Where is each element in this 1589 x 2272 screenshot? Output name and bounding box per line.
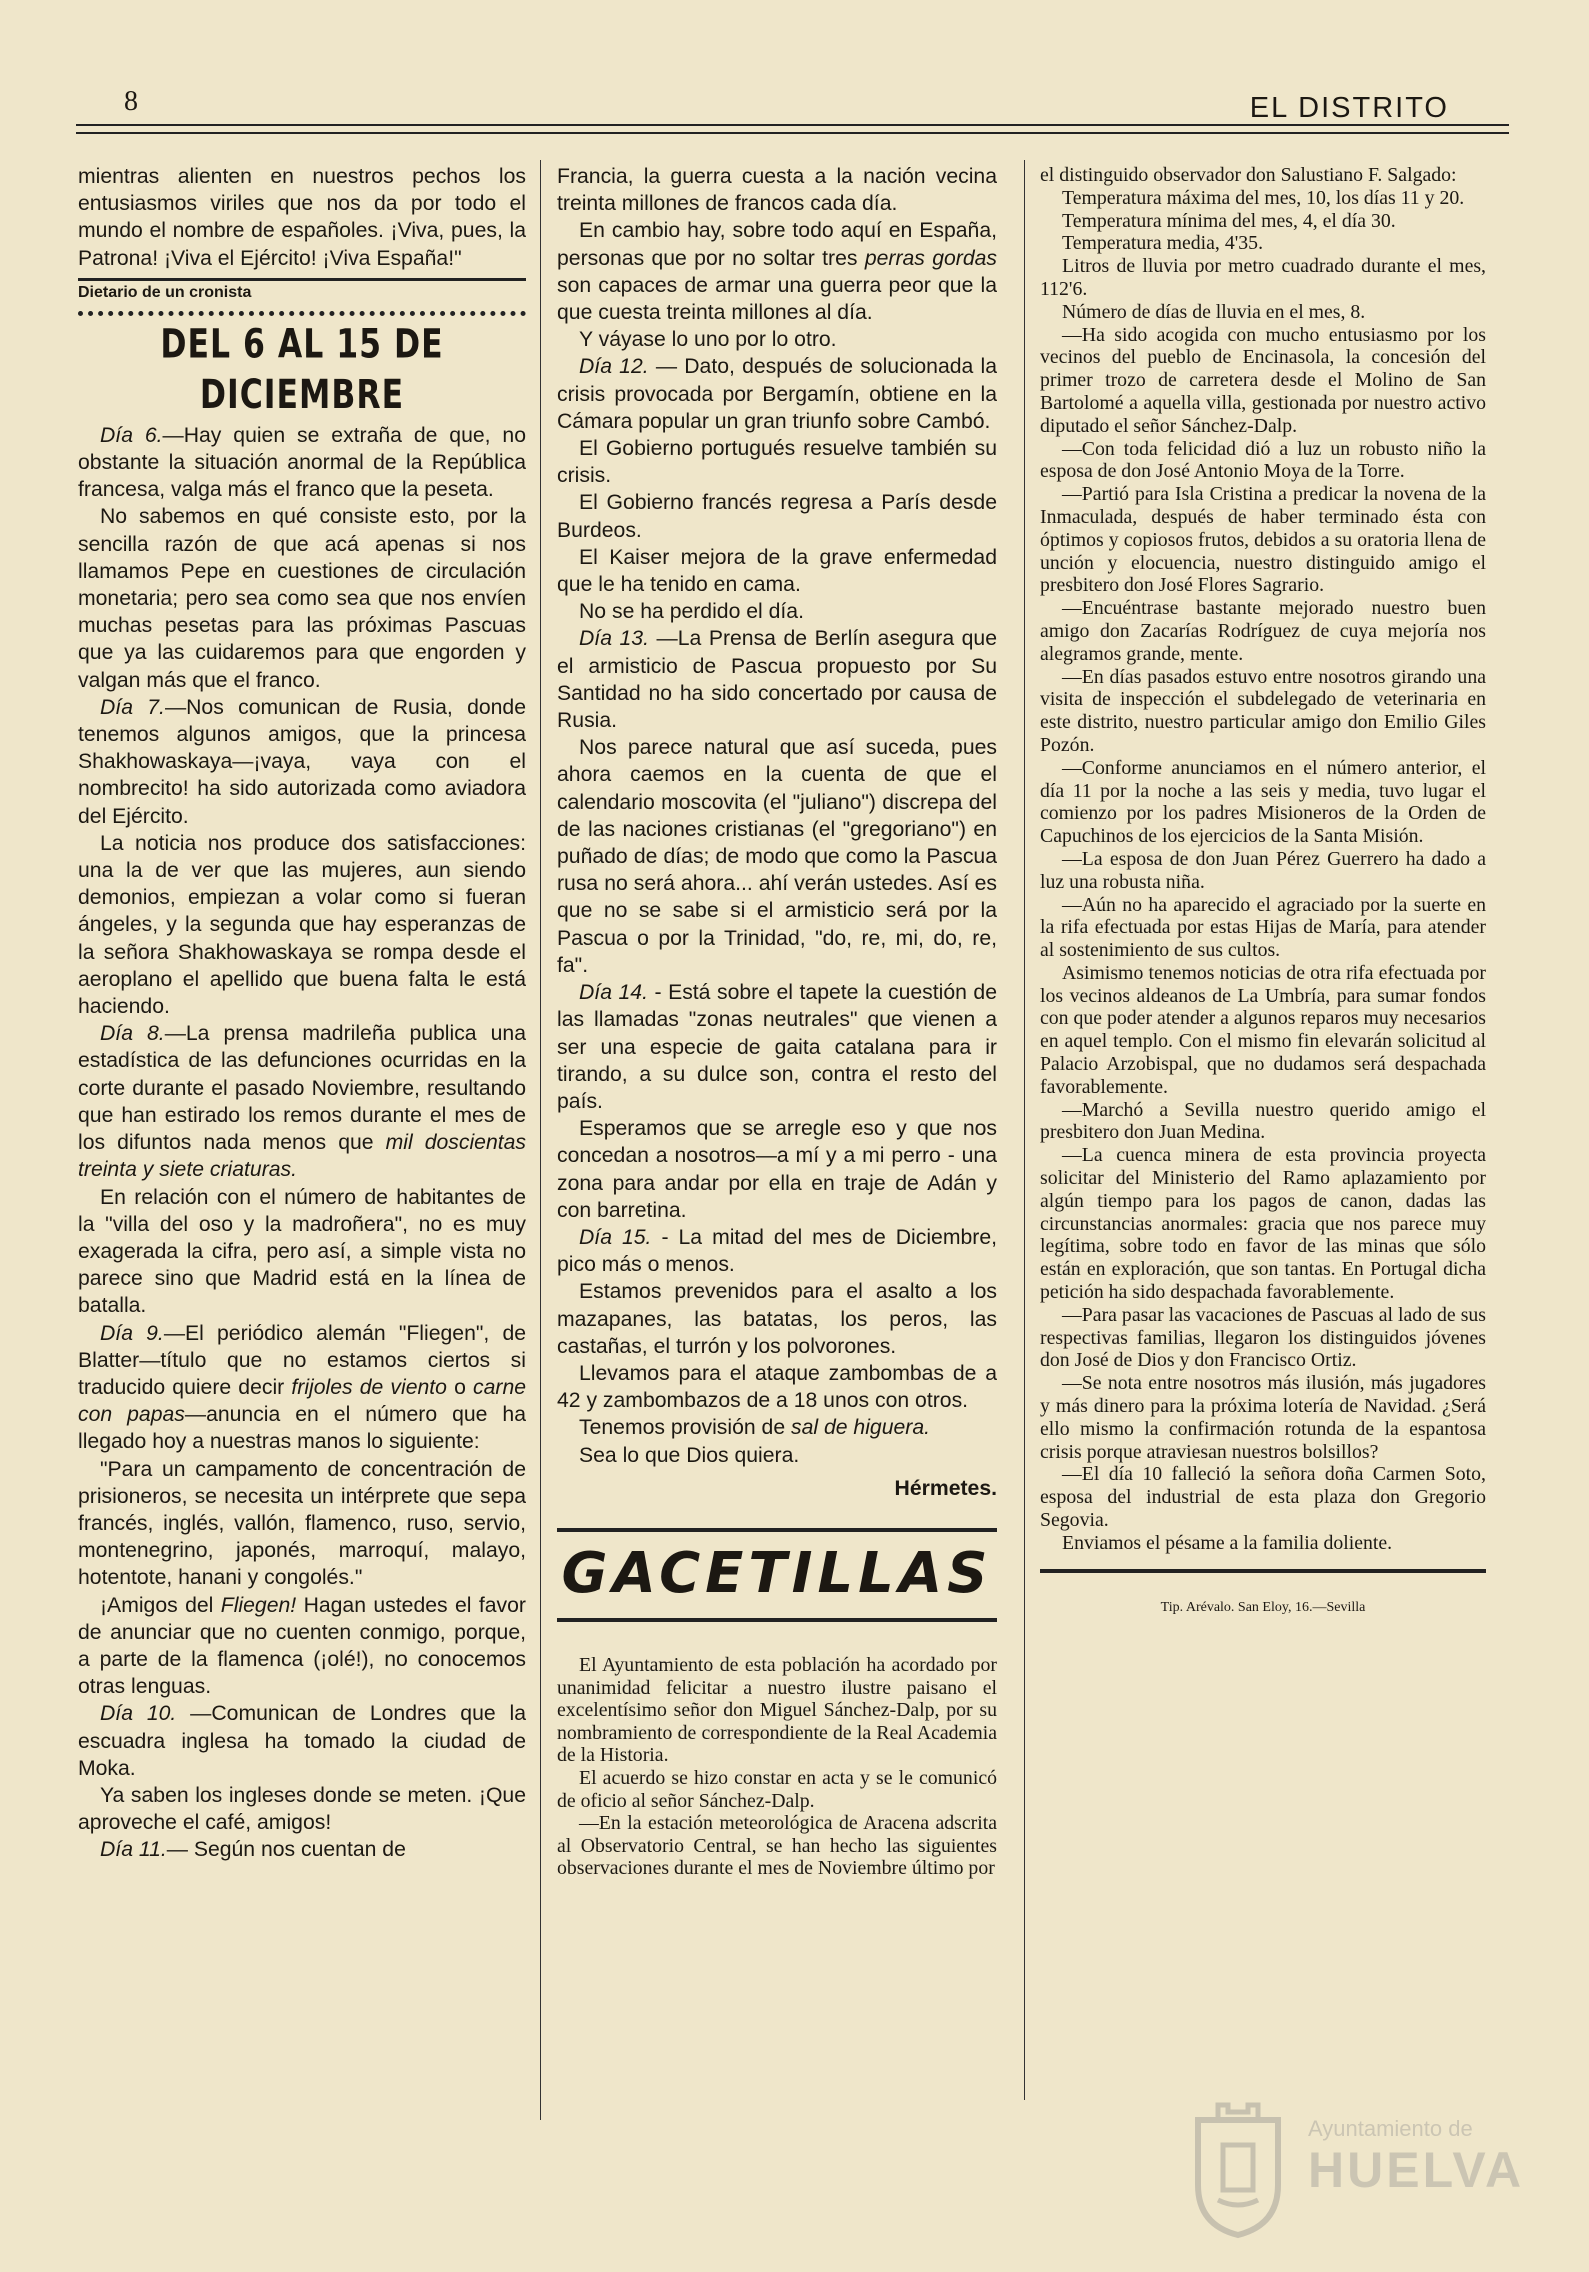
header-rule <box>76 124 1509 134</box>
day-9-entry: Día 9.—El periódico alemán "Fliegen", de Blatter—título que no estamos ciertos si traducido quiere decir frijoles de viento o carne con papas—anuncia en el número que ha llegado hoy a nuestras manos lo siguiente: <box>78 1321 526 1454</box>
day-7-label: Día 7. <box>100 695 165 719</box>
day-8-entry: Día 8.—La prensa madrileña publica una estadística de las defunciones ocurridas en la corte durante el pasado Noviembre, resultando que han estirado los remos durante el mes de los difuntos nada menos que mil doscientas treinta y siete criaturas. <box>78 1022 526 1182</box>
day-11-label: Día 11. <box>100 1838 167 1862</box>
day-15-label: Día 15. <box>579 1225 652 1249</box>
day-12-label: Día 12. <box>579 355 649 379</box>
printer-imprint: Tip. Arévalo. San Eloy, 16.—Sevilla <box>1160 1599 1366 1615</box>
day-6-label: Día 6. <box>100 423 163 447</box>
gacetillas-text <box>557 1654 997 1880</box>
paragraph: —La esposa de don Juan Pérez Guerrero ha dado a luz una robusta niña. <box>1040 847 1486 893</box>
day-14-entry: Día 14. - Está sobre el tapete la cuestión de las llamadas "zonas neutrales" que vienen a ser una especie de gaita catalana para ir tirando, a su dulce son, contra el resto del país. <box>557 981 997 1113</box>
paragraph: El Ayuntamiento de esta población ha acordado por unanimidad felicitar a nuestro ilustre paisano el excelentísimo señor don Miguel Sánchez-Dalp, por su nombramiento de correspondiente de la Real Academia de la Historia. <box>557 1653 997 1767</box>
day-11-entry: Día 11.— Según nos cuentan de <box>100 1838 406 1862</box>
section-label: Dietario de un cronista <box>78 278 526 303</box>
day-13-label: Día 13. <box>579 627 649 651</box>
paragraph: Nos parece natural que así suceda, pues ahora caemos en la cuenta de que el calendario moscovita (el "juliano") discrepa del de las naciones cristianas (el "gregoriano") en puñado de días; de modo que como la Pascua rusa no será ahora... ahí verán ustedes. Así es que no se sabe si el armisticio será por la Pascua o por la Trinidad, "do, re, mi, do, re, fa". <box>557 736 997 977</box>
column-2 <box>557 163 997 2123</box>
paragraph: La noticia nos produce dos satisfacciones: una la de ver que las mujeres, aun siendo demonios, empiezan a volar como si fueran ángeles, y la segunda que hay esperanzas de la señora Shakhowaskaya se rompa desde el aeroplano el apellido que buena falta le está haciendo. <box>78 831 526 1019</box>
paragraph: —En días pasados estuvo entre nosotros girando una visita de inspección el subdelegado de veterinaria en este distrito, nuestro particular amigo don Emilio Giles Pozón. <box>1040 665 1486 756</box>
paragraph: Estamos prevenidos para el asalto a los mazapanes, las batatas, los peros, las castañas, el turrón y los polvorones. <box>557 1280 997 1358</box>
day-15-entry: Día 15. - La mitad del mes de Diciembre, pico más o menos. <box>557 1225 997 1277</box>
gacetillas-banner <box>557 1528 997 1622</box>
paragraph: Ya saben los ingleses donde se meten. ¡Que aproveche el café, amigos! <box>78 1783 526 1835</box>
paragraph: No se ha perdido el día. <box>579 600 804 624</box>
paragraph: —La cuenca minera de esta provincia proyecta solicitar del Ministerio del Ramo aplazamiento por algún tiempo para los pagos de canon, dadas las circunstancias anormales: gracia que nos parece muy legítima, sobre todo en favor de las minas que sólo están en exploración, que son tantas. En Portugal dicha petición ha sido despachada favorablemente. <box>1040 1144 1486 1304</box>
column-3 <box>1040 164 1486 2084</box>
paragraph: Sea lo que Dios quiera. <box>579 1443 800 1467</box>
author-signature: Hérmetes. <box>894 1476 997 1500</box>
paragraph: —En la estación meteorológica de Aracena adscrita al Observatorio Central, se han hecho las siguientes observaciones durante el mes de Noviembre último por <box>557 1812 997 1880</box>
day-14-label: Día 14. <box>579 981 648 1005</box>
day-10-entry: Día 10. —Comunican de Londres que la escuadra inglesa ha tomado la ciudad de Moka. <box>78 1702 526 1780</box>
paragraph: No sabemos en qué consiste esto, por la sencilla razón de que acá apenas si nos llamamos Pepe en cuestiones de circulación monetaria; pero sea como sea que nos envíen muchas pesetas para las próximas Pascuas que ya las cuidaremos para que engorden y valgan más que el franco. <box>78 505 526 692</box>
paragraph: En relación con el número de habitantes de la "villa del oso y la madroñera", no es muy exagerada la cifra, pero así, a simple vista no parece sino que Madrid está en la línea de batalla. <box>78 1185 526 1318</box>
day-6-entry: Día 6.—Hay quien se extraña de que, no obstante la situación anormal de la República francesa, valga más el franco que la peseta. <box>78 423 526 502</box>
paragraph: el distinguido observador don Salustiano F. Salgado: <box>1040 164 1457 186</box>
paragraph: Número de días de lluvia en el mes, 8. <box>1062 300 1366 323</box>
newspaper-title: EL DISTRITO <box>1249 92 1449 124</box>
paragraph: Y váyase lo uno por lo otro. <box>579 328 837 352</box>
paragraph: Llevamos para el ataque zambombas de a 42 y zambombazos de a 18 unos con otros. <box>557 1361 997 1413</box>
paragraph: El Gobierno francés regresa a París desde Burdeos. <box>557 491 997 542</box>
closing-paragraph: mientras alienten en nuestros pechos los entusiasmos viriles que nos da por todo el mundo el nombre de españoles. ¡Viva, pues, la Patrona! ¡Viva el Ejército! ¡Viva España!" <box>78 165 526 270</box>
paragraph: —El día 10 falleció la señora doña Carmen Soto, esposa del industrial de esta plaza don Gregorio Segovia. <box>1040 1463 1486 1532</box>
watermark-line-1: Ayuntamiento de <box>1308 2116 1473 2141</box>
column-1 <box>78 163 526 2103</box>
paragraph: Francia, la guerra cuesta a la nación vecina treinta millones de francos cada día. <box>557 165 997 216</box>
watermark-line-2: HUELVA <box>1308 2142 1525 2198</box>
day-8-label: Día 8. <box>100 1022 165 1046</box>
paragraph: El Kaiser mejora de la grave enfermedad que le ha tenido en cama. <box>557 545 997 597</box>
paragraph: —Con toda felicidad dió a luz un robusto niño la esposa de don José Antonio Moya de la Torre. <box>1040 437 1486 483</box>
archive-watermark <box>1188 2090 1525 2240</box>
paragraph: —Se nota entre nosotros más ilusión, más jugadores y más dinero para la próxima lotería de Navidad. ¿Será ello mismo la confirmación rotunda de la espantosa crisis porque atraviesan nuestros bolsillos? <box>1040 1372 1486 1463</box>
paragraph: En cambio hay, sobre todo aquí en España, personas que por no soltar tres perras gordas son capaces de armar una guerra peor que la que cuesta treinta millones al día. <box>557 219 997 325</box>
coat-of-arms-icon <box>1188 2090 1288 2240</box>
day-7-entry: Día 7.—Nos comunican de Rusia, donde tenemos algunos amigos, que la princesa Shakhowaskaya—¡vaya, vaya con el nombrecito! ha sido autorizada como aviadora del Ejército. <box>78 695 526 828</box>
paragraph: El acuerdo se hizo constar en acta y se le comunicó de oficio al señor Sánchez-Dalp. <box>557 1766 997 1812</box>
end-rule <box>1040 1569 1486 1573</box>
paragraph: ¡Amigos del Fliegen! Hagan ustedes el favor de anunciar que no cuenten conmigo, porque, a parte de la flamenca (¡olé!), no conocemos otras lenguas. <box>78 1593 526 1699</box>
paragraph: —Encuéntrase bastante mejorado nuestro buen amigo don Zacarías Rodríguez de cuya mejoría nos alegramos grande, mente. <box>1040 597 1486 665</box>
day-10-label: Día 10. <box>100 1702 177 1726</box>
day-9-label: Día 9. <box>100 1321 164 1345</box>
paragraph: Temperatura máxima del mes, 10, los días 11 y 20. <box>1062 186 1465 209</box>
paragraph: —Conforme anunciamos en el número anterior, el día 11 por la noche a las seis y media, tuvo lugar el comienzo por los padres Misioneros de la Orden de Capuchinos de los ejercicios de la Santa Misión. <box>1040 756 1486 848</box>
paragraph: Litros de lluvia por metro cuadrado durante el mes, 112'6. <box>1040 255 1486 300</box>
watermark-text <box>1308 2116 1524 2198</box>
paragraph: —Para pasar las vacaciones de Pascuas al lado de sus respectivas familias, llegaron los distinguidos jóvenes don José de Dios y don Francisco Ortiz. <box>1040 1303 1486 1372</box>
gacetillas-title: GACETILLAS <box>561 1540 993 1606</box>
day-13-entry: Día 13. —La Prensa de Berlín asegura que el armisticio de Pascua propuesto por Su Santidad no ha sido concertado por causa de Rusia. <box>557 627 997 733</box>
paragraph: —Aún no ha aparecido el agraciado por la suerte en la rifa efectuada por estas Hijas de María, para atender al sostenimiento de sus cultos. <box>1040 893 1486 962</box>
paragraph: Asimismo tenemos noticias de otra rifa efectuada por los vecinos aldeanos de La Umbría, para sumar fondos con que poder atender a algunos reparos muy necesarios en aquel templo. Con el mismo fin elevarán solicitud al Palacio Arzobispal, que no dudamos será despachada favorablemente. <box>1040 961 1486 1098</box>
day-12-entry: Día 12. — Dato, después de solucionada la crisis provocada por Bergamín, obtiene en la Cámara popular un gran triunfo sobre Cambó. <box>557 355 997 433</box>
column-divider-2 <box>1024 160 1025 2100</box>
dietario-headline: DEL 6 AL 15 DE DICIEMBRE <box>160 321 444 419</box>
paragraph: —Marchó a Sevilla nuestro querido amigo el presbitero don Juan Medina. <box>1040 1098 1486 1144</box>
paragraph: Temperatura media, 4'35. <box>1062 232 1264 255</box>
quoted-advertisement: "Para un campamento de concentración de prisioneros, se necesita un intérprete que sepa francés, inglés, vallón, flamenco, ruso, servio, montenegrino, japonés, marroquí, malayo, hotentote, hanani y congolés." <box>78 1457 526 1590</box>
dotted-rule <box>78 303 526 316</box>
paragraph: —Partió para Isla Cristina a predicar la novena de la Inmaculada, después de haber terminado ésta con óptimos y copiosos frutos, debidos a su oratoria llena de unción y elocuencia, nuestro distinguido amigo el presbitero don José Flores Sagrario. <box>1040 483 1486 597</box>
paragraph: —Ha sido acogida con mucho entusiasmo por los vecinos del pueblo de Encinasola, la concesión del primer trozo de carretera desde el Molino de San Bartolomé a aquella villa, gestionada por nuestro activo diputado el señor Sánchez-Dalp. <box>1040 323 1486 437</box>
paragraph: El Gobierno portugués resuelve también su crisis. <box>557 437 997 488</box>
page-number: 8 <box>124 86 138 117</box>
column-divider-1 <box>540 160 541 2120</box>
paragraph: Esperamos que se arregle eso y que nos concedan a nosotros—a mí y a mi perro - una zona para andar por ella en traje de Adán y con barretina. <box>557 1117 997 1222</box>
paragraph: Enviamos el pésame a la familia doliente. <box>1062 1531 1393 1554</box>
paragraph: Temperatura mínima del mes, 4, el día 30. <box>1062 209 1396 232</box>
paragraph: Tenemos provisión de sal de higuera. <box>579 1416 930 1440</box>
